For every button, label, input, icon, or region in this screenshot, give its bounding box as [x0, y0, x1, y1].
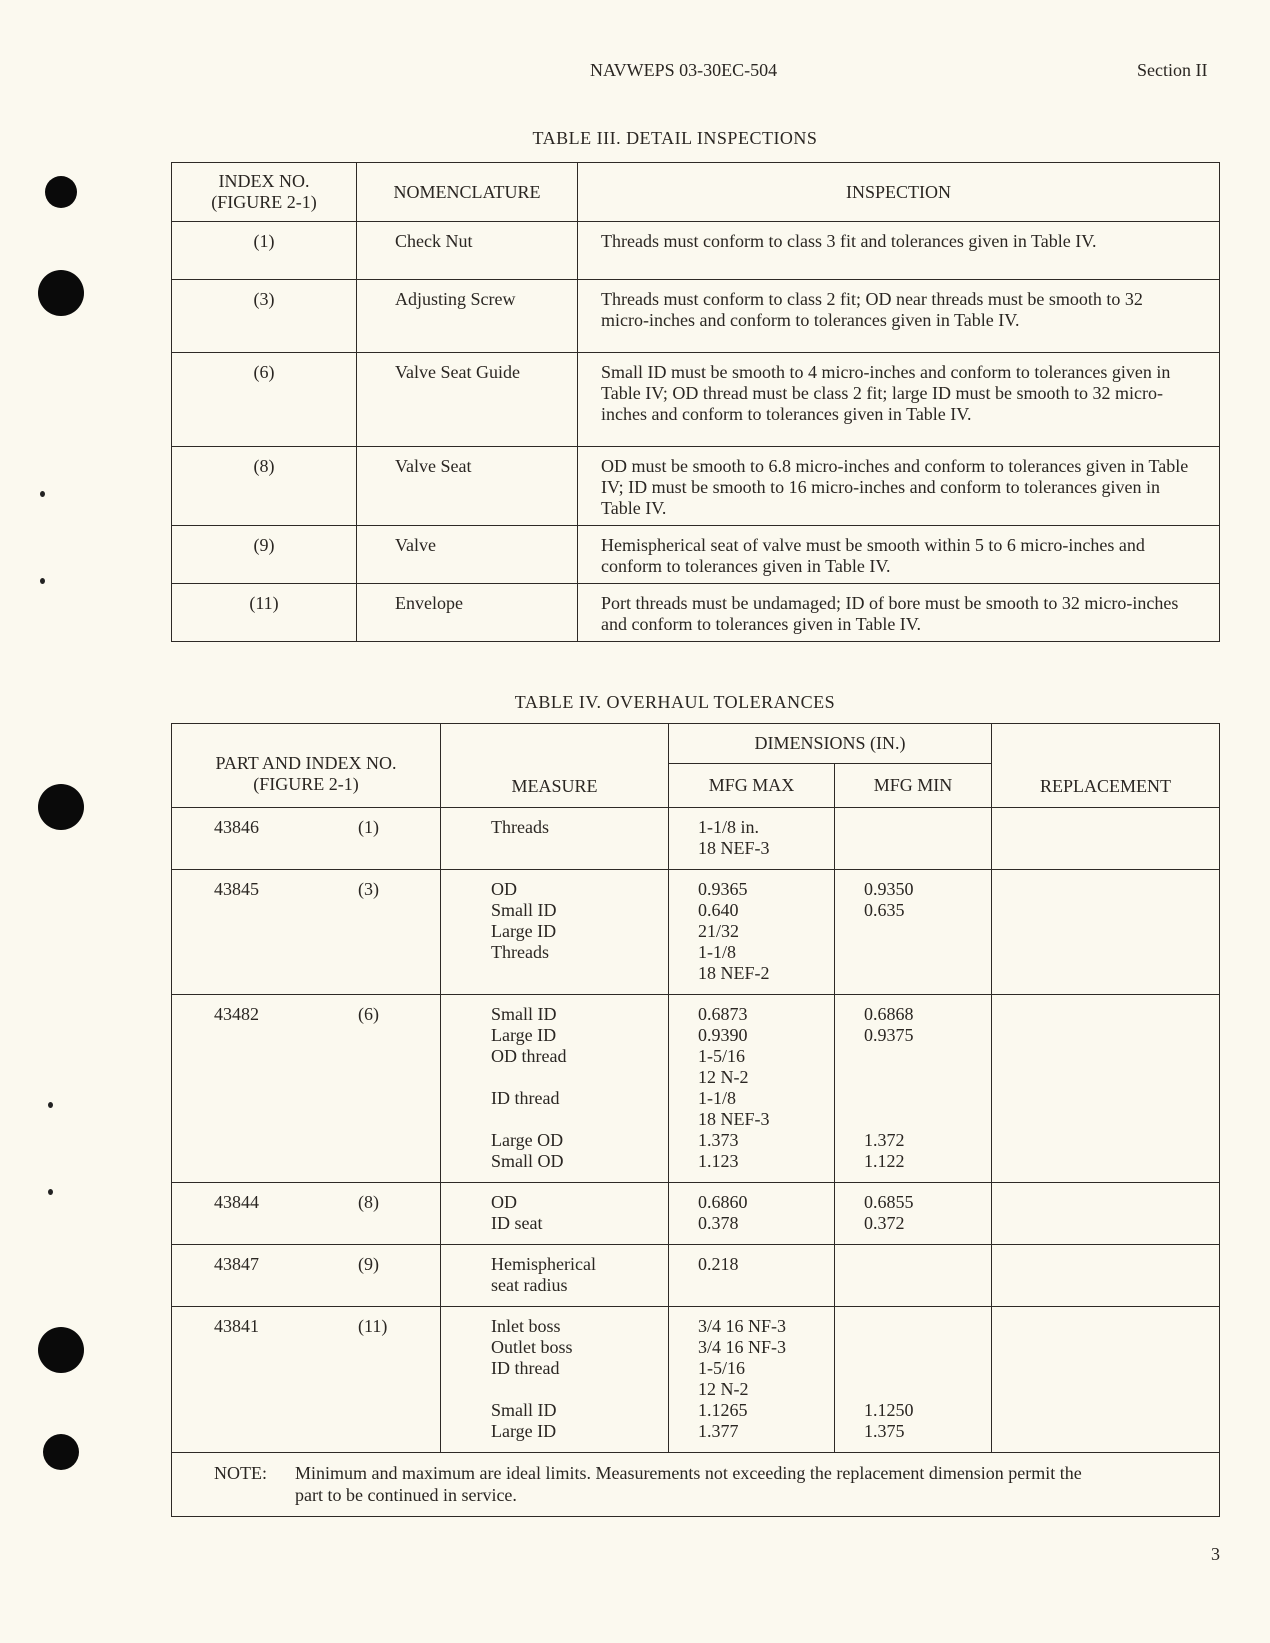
mfg-min-cell — [835, 1183, 992, 1245]
scan-speck — [40, 578, 45, 584]
table-row — [172, 447, 1220, 526]
table-row — [172, 222, 1220, 280]
table4-title: TABLE IV. OVERHAUL TOLERANCES — [514, 692, 836, 712]
table-header-row — [172, 724, 1220, 764]
note-row — [172, 1453, 1220, 1517]
replacement-cell — [992, 1183, 1220, 1245]
index-cell: (1) — [172, 222, 357, 280]
measure-cell-line: Large ID — [491, 921, 557, 941]
mfg-max-cell-line: 1-1/8 in. — [698, 817, 759, 837]
punch-hole — [43, 1434, 79, 1470]
replacement-cell — [992, 870, 1220, 995]
mfg-max-cell-line: 1-1/8 — [698, 1088, 736, 1108]
mfg-max-cell-line: 12 N-2 — [698, 1067, 749, 1087]
table-row — [172, 995, 1220, 1183]
measure-cell-line: Large ID — [491, 1421, 557, 1441]
mfg-min-cell-line: 0.9350 — [864, 879, 914, 899]
column-header-inspection: INSPECTION — [578, 163, 1220, 222]
punch-hole — [38, 1327, 84, 1373]
part-cell — [172, 1183, 441, 1245]
mfg-max-cell-line: 3/4 16 NF-3 — [698, 1316, 787, 1336]
mfg-min-cell-line: 1.375 — [864, 1421, 905, 1441]
part-number: 43845 — [214, 879, 259, 899]
column-header-index — [172, 163, 357, 222]
inspection-cell: OD must be smooth to 6.8 micro-inches and conform to tolerances given in Table IV; ID must be smooth to 16 micro-inches and conform to tolerances given in Table IV. — [578, 447, 1220, 526]
measure-cell-line: Large OD — [491, 1130, 564, 1150]
nomenclature-cell: Adjusting Screw — [357, 280, 578, 353]
mfg-max-cell — [669, 1307, 835, 1453]
measure-cell-line — [491, 1109, 668, 1130]
mfg-max-cell-line: 1-5/16 — [698, 1046, 745, 1066]
measure-cell-line: seat radius — [491, 1275, 568, 1295]
column-header-nomenclature: NOMENCLATURE — [357, 163, 578, 222]
part-number: 43846 — [214, 817, 259, 837]
column-header-dimensions: DIMENSIONS (IN.) — [669, 724, 992, 764]
inspection-cell: Threads must conform to class 2 fit; OD near threads must be smooth to 32 micro-inches and conform to tolerances given in Table IV. — [578, 280, 1220, 353]
scan-speck — [48, 1189, 53, 1195]
figure-index: (11) — [358, 1316, 388, 1336]
mfg-min-cell-line: 1.372 — [864, 1130, 905, 1150]
table-row — [172, 526, 1220, 584]
measure-cell-line: Outlet boss — [491, 1337, 573, 1357]
measure-cell-line: Threads — [491, 817, 549, 837]
header-part-label: PART AND INDEX NO. — [215, 752, 397, 773]
inspection-cell: Small ID must be smooth to 4 micro-inches and conform to tolerances given in Table IV; OD thread must be class 2 fit; large ID must be smooth to 32 micro-inches and conform to tolerances given in Table IV. — [578, 353, 1220, 447]
replacement-cell — [992, 1307, 1220, 1453]
table-row — [172, 280, 1220, 353]
mfg-max-cell-line: 0.9390 — [698, 1025, 748, 1045]
mfg-min-cell-line — [864, 1109, 991, 1130]
replacement-cell — [992, 808, 1220, 870]
punch-hole — [45, 176, 77, 208]
mfg-max-cell-line: 0.9365 — [698, 879, 748, 899]
mfg-max-cell-line: 18 NEF-2 — [698, 963, 770, 983]
mfg-min-cell-line — [864, 1088, 991, 1109]
inspection-cell: Threads must conform to class 3 fit and tolerances given in Table IV. — [578, 222, 1220, 280]
column-header-mfg-max: MFG MAX — [669, 764, 835, 808]
index-cell: (9) — [172, 526, 357, 584]
measure-cell-line — [491, 1379, 668, 1400]
part-number: 43847 — [214, 1254, 259, 1274]
mfg-max-cell-line: 0.640 — [698, 900, 739, 920]
measure-cell-line — [491, 963, 668, 984]
part-cell — [172, 870, 441, 995]
measure-cell-line: Small OD — [491, 1151, 564, 1171]
table-row — [172, 584, 1220, 642]
nomenclature-cell: Valve — [357, 526, 578, 584]
nomenclature-cell: Valve Seat Guide — [357, 353, 578, 447]
figure-index: (9) — [358, 1254, 379, 1274]
mfg-max-cell-line: 1-1/8 — [698, 942, 736, 962]
measure-cell-line: OD — [491, 879, 517, 899]
figure-index: (3) — [358, 879, 379, 899]
page-number: 3 — [1211, 1544, 1220, 1564]
mfg-min-cell — [835, 1307, 992, 1453]
measure-cell-line — [491, 1067, 668, 1088]
part-cell — [172, 995, 441, 1183]
part-cell — [172, 808, 441, 870]
table-row — [172, 1183, 1220, 1245]
measure-cell-line: Large ID — [491, 1025, 557, 1045]
replacement-cell — [992, 995, 1220, 1183]
measure-cell — [441, 1183, 669, 1245]
mfg-min-cell-line — [864, 1379, 991, 1400]
mfg-min-cell-line: 1.1250 — [864, 1400, 914, 1420]
table-row — [172, 1245, 1220, 1307]
mfg-min-cell-line: 1.122 — [864, 1151, 905, 1171]
mfg-max-cell-line: 0.6873 — [698, 1004, 748, 1024]
mfg-min-cell-line: 0.6855 — [864, 1192, 914, 1212]
mfg-min-cell — [835, 995, 992, 1183]
figure-index: (1) — [358, 817, 379, 837]
mfg-min-cell — [835, 870, 992, 995]
note-cell — [172, 1453, 1220, 1517]
mfg-max-cell-line: 0.378 — [698, 1213, 739, 1233]
mfg-min-cell-line: 0.635 — [864, 900, 905, 920]
nomenclature-cell: Valve Seat — [357, 447, 578, 526]
mfg-max-cell — [669, 808, 835, 870]
column-header-measure: MEASURE — [441, 724, 669, 808]
index-cell: (8) — [172, 447, 357, 526]
table-row — [172, 808, 1220, 870]
mfg-max-cell-line: 1.377 — [698, 1421, 739, 1441]
column-header-mfg-min: MFG MIN — [835, 764, 992, 808]
mfg-max-cell-line: 1.123 — [698, 1151, 739, 1171]
mfg-max-cell-line: 1-5/16 — [698, 1358, 745, 1378]
mfg-max-cell — [669, 870, 835, 995]
measure-cell-line: Small ID — [491, 900, 557, 920]
nomenclature-cell: Envelope — [357, 584, 578, 642]
table-row — [172, 1307, 1220, 1453]
figure-index: (6) — [358, 1004, 379, 1024]
inspection-cell: Hemispherical seat of valve must be smooth within 5 to 6 micro-inches and conform to tolerances given in Table IV. — [578, 526, 1220, 584]
measure-cell — [441, 1245, 669, 1307]
measure-cell-line: Small ID — [491, 1400, 557, 1420]
column-header-replacement: REPLACEMENT — [992, 724, 1220, 808]
punch-hole — [38, 784, 84, 830]
table-header-row — [172, 163, 1220, 222]
index-cell: (11) — [172, 584, 357, 642]
measure-cell — [441, 1307, 669, 1453]
mfg-max-cell-line: 12 N-2 — [698, 1379, 749, 1399]
part-number: 43482 — [214, 1004, 259, 1024]
detail-inspections-table — [171, 162, 1220, 642]
scan-speck — [48, 1102, 53, 1108]
measure-cell-line: ID seat — [491, 1213, 543, 1233]
measure-cell — [441, 870, 669, 995]
note-text: Minimum and maximum are ideal limits. Measurements not exceeding the replacement dimension permit the part to be continued in service. — [295, 1463, 1082, 1505]
mfg-max-cell-line: 21/32 — [698, 921, 740, 941]
measure-cell-line — [491, 838, 668, 859]
mfg-min-cell-line — [864, 1046, 991, 1067]
part-cell — [172, 1245, 441, 1307]
scan-speck — [40, 491, 45, 497]
index-cell: (3) — [172, 280, 357, 353]
table3-title: TABLE III. DETAIL INSPECTIONS — [532, 128, 818, 148]
header-part-sub: (FIGURE 2-1) — [253, 773, 359, 794]
overhaul-tolerances-table — [171, 723, 1220, 1517]
figure-index: (8) — [358, 1192, 379, 1212]
mfg-max-cell-line: 1.373 — [698, 1130, 739, 1150]
mfg-min-cell-line — [864, 1067, 991, 1088]
replacement-cell — [992, 1245, 1220, 1307]
measure-cell-line: Threads — [491, 942, 549, 962]
measure-cell-line: OD thread — [491, 1046, 567, 1066]
mfg-max-cell — [669, 1245, 835, 1307]
measure-cell-line: Inlet boss — [491, 1316, 561, 1336]
mfg-max-cell-line: 18 NEF-3 — [698, 838, 770, 858]
mfg-min-cell-line — [864, 1358, 991, 1379]
inspection-cell: Port threads must be undamaged; ID of bore must be smooth to 32 micro-inches and conform to tolerances given in Table IV. — [578, 584, 1220, 642]
table-row — [172, 870, 1220, 995]
measure-cell — [441, 995, 669, 1183]
mfg-min-cell-line: 0.6868 — [864, 1004, 914, 1024]
measure-cell-line: ID thread — [491, 1358, 560, 1378]
mfg-min-cell-line — [864, 1316, 991, 1337]
measure-cell-line: Hemispherical — [491, 1254, 596, 1274]
table-row — [172, 353, 1220, 447]
mfg-min-cell-line — [864, 1337, 991, 1358]
mfg-max-cell-line: 0.218 — [698, 1254, 739, 1274]
nomenclature-cell: Check Nut — [357, 222, 578, 280]
mfg-max-cell-line: 0.6860 — [698, 1192, 748, 1212]
measure-cell-line: OD — [491, 1192, 517, 1212]
note-label: NOTE: — [214, 1463, 267, 1483]
column-header-part — [172, 724, 441, 808]
part-number: 43841 — [214, 1316, 259, 1336]
mfg-max-cell — [669, 1183, 835, 1245]
index-cell: (6) — [172, 353, 357, 447]
header-index-label: INDEX NO. — [218, 171, 310, 191]
mfg-max-cell-line: 1.1265 — [698, 1400, 748, 1420]
measure-cell — [441, 808, 669, 870]
measure-cell-line: ID thread — [491, 1088, 560, 1108]
section-label: Section II — [1137, 60, 1208, 80]
part-number: 43844 — [214, 1192, 259, 1212]
mfg-max-cell — [669, 995, 835, 1183]
mfg-min-cell-line: 0.9375 — [864, 1025, 914, 1045]
document-number: NAVWEPS 03-30EC-504 — [590, 60, 778, 80]
header-index-sub: (FIGURE 2-1) — [211, 192, 317, 212]
part-cell — [172, 1307, 441, 1453]
mfg-max-cell-line: 3/4 16 NF-3 — [698, 1337, 787, 1357]
mfg-min-cell-line: 0.372 — [864, 1213, 905, 1233]
measure-cell-line: Small ID — [491, 1004, 557, 1024]
punch-hole — [38, 270, 84, 316]
mfg-min-cell — [835, 1245, 992, 1307]
mfg-min-cell — [835, 808, 992, 870]
mfg-max-cell-line: 18 NEF-3 — [698, 1109, 770, 1129]
